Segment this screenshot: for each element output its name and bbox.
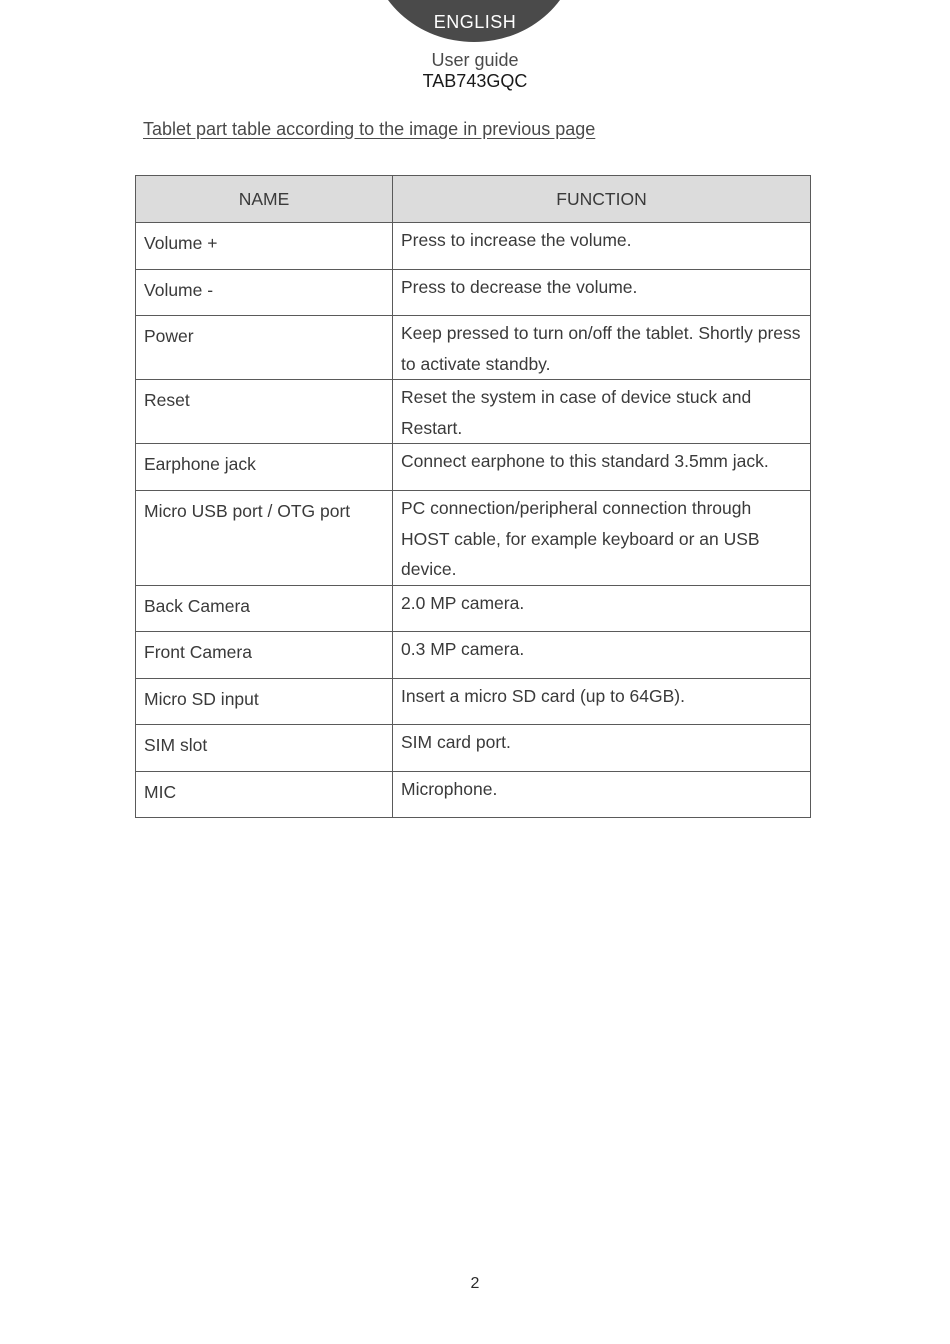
- table-row: [136, 223, 811, 270]
- column-header-name: NAME: [136, 176, 393, 223]
- part-function: PC connection/peripheral connection through HOST cable, for example keyboard or an USB device.: [393, 491, 811, 586]
- part-name: MIC: [136, 771, 393, 817]
- part-name: Volume +: [136, 223, 393, 270]
- page-number: 2: [470, 1275, 480, 1292]
- table-row: [136, 380, 811, 444]
- table-header-row: [136, 176, 811, 223]
- part-function: Reset the system in case of device stuck and Restart.: [393, 380, 811, 444]
- table-row: [136, 585, 811, 631]
- table-row: [136, 724, 811, 771]
- part-function: Keep pressed to turn on/off the tablet. Shortly press to activate standby.: [393, 316, 811, 380]
- part-name: Reset: [136, 380, 393, 444]
- part-name: Micro SD input: [136, 678, 393, 724]
- table-row: [136, 270, 811, 316]
- table-row: [136, 631, 811, 678]
- part-name: Back Camera: [136, 585, 393, 631]
- part-function: SIM card port.: [393, 724, 811, 771]
- part-function: Press to increase the volume.: [393, 223, 811, 270]
- part-name: Front Camera: [136, 631, 393, 678]
- part-name: Micro USB port / OTG port: [136, 491, 393, 586]
- language-label: ENGLISH: [433, 12, 517, 32]
- parts-table: [135, 175, 811, 818]
- guide-title: User guide: [431, 50, 519, 70]
- table-row: [136, 444, 811, 491]
- part-name: Power: [136, 316, 393, 380]
- part-function: 0.3 MP camera.: [393, 631, 811, 678]
- part-function: Insert a micro SD card (up to 64GB).: [393, 678, 811, 724]
- table-row: [136, 678, 811, 724]
- column-header-function: FUNCTION: [393, 176, 811, 223]
- part-name: Earphone jack: [136, 444, 393, 491]
- table-row: [136, 316, 811, 380]
- part-function: Press to decrease the volume.: [393, 270, 811, 316]
- part-function: Connect earphone to this standard 3.5mm jack.: [393, 444, 811, 491]
- part-function: 2.0 MP camera.: [393, 585, 811, 631]
- part-name: SIM slot: [136, 724, 393, 771]
- part-name: Volume -: [136, 270, 393, 316]
- part-function: Microphone.: [393, 771, 811, 817]
- table-row: [136, 771, 811, 817]
- table-row: [136, 491, 811, 586]
- table-caption: Tablet part table according to the image in previous page: [143, 119, 596, 139]
- model-code: TAB743GQC: [422, 71, 528, 91]
